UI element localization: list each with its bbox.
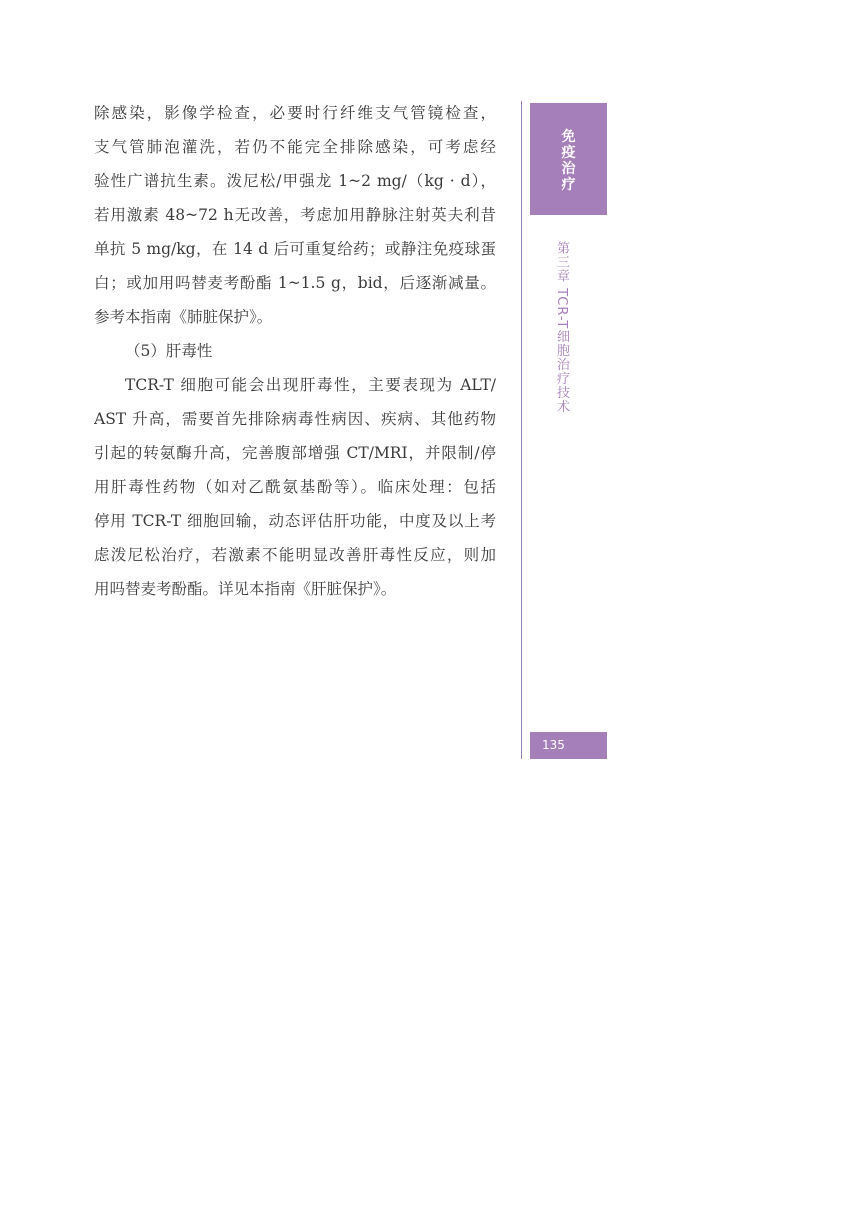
text-line: 用肝毒性药物（如对乙酰氨基酚等）。临床处理：包括 <box>94 478 496 496</box>
text-line: TCR-T 细胞可能会出现肝毒性，主要表现为 ALT/ <box>125 376 496 394</box>
margin-divider <box>521 101 522 759</box>
text-line: 单抗 5 mg/kg，在 14 d 后可重复给药；或静注免疫球蛋 <box>94 240 496 258</box>
text-line: 支气管肺泡灌洗，若仍不能完全排除感染，可考虑经 <box>94 138 496 156</box>
text-line: 引起的转氨酶升高，完善腹部增强 CT/MRI，并限制/停 <box>94 444 496 462</box>
text-line: 若用激素 48~72 h无改善，考虑加用静脉注射英夫利昔 <box>94 206 496 224</box>
chapter-label: 第三章 TCR-T细胞治疗技术 <box>554 241 569 414</box>
text-line: 虑泼尼松治疗，若激素不能明显改善肝毒性反应，则加 <box>94 546 496 564</box>
page-number-tab <box>530 732 607 759</box>
text-line: 用吗替麦考酚酯。详见本指南《肝脏保护》。 <box>94 580 397 598</box>
text-line: AST 升高，需要首先排除病毒性病因、疾病、其他药物 <box>94 410 496 428</box>
text-line: 验性广谱抗生素。泼尼松/甲强龙 1~2 mg/（kg · d）， <box>94 172 496 190</box>
section-tab-label: 免疫治疗 <box>561 129 576 193</box>
page-number: 135 <box>542 738 565 752</box>
text-line: 停用 TCR-T 细胞回输，动态评估肝功能，中度及以上考 <box>94 512 496 530</box>
section-heading: （5）肝毒性 <box>125 342 213 360</box>
text-line: 除感染，影像学检查，必要时行纤维支气管镜检查， <box>94 104 496 122</box>
body-text <box>94 96 496 606</box>
text-line: 白；或加用吗替麦考酚酯 1~1.5 g，bid，后逐渐减量。 <box>94 274 496 292</box>
section-tab <box>530 103 607 215</box>
text-line: 参考本指南《肺脏保护》。 <box>94 308 273 326</box>
